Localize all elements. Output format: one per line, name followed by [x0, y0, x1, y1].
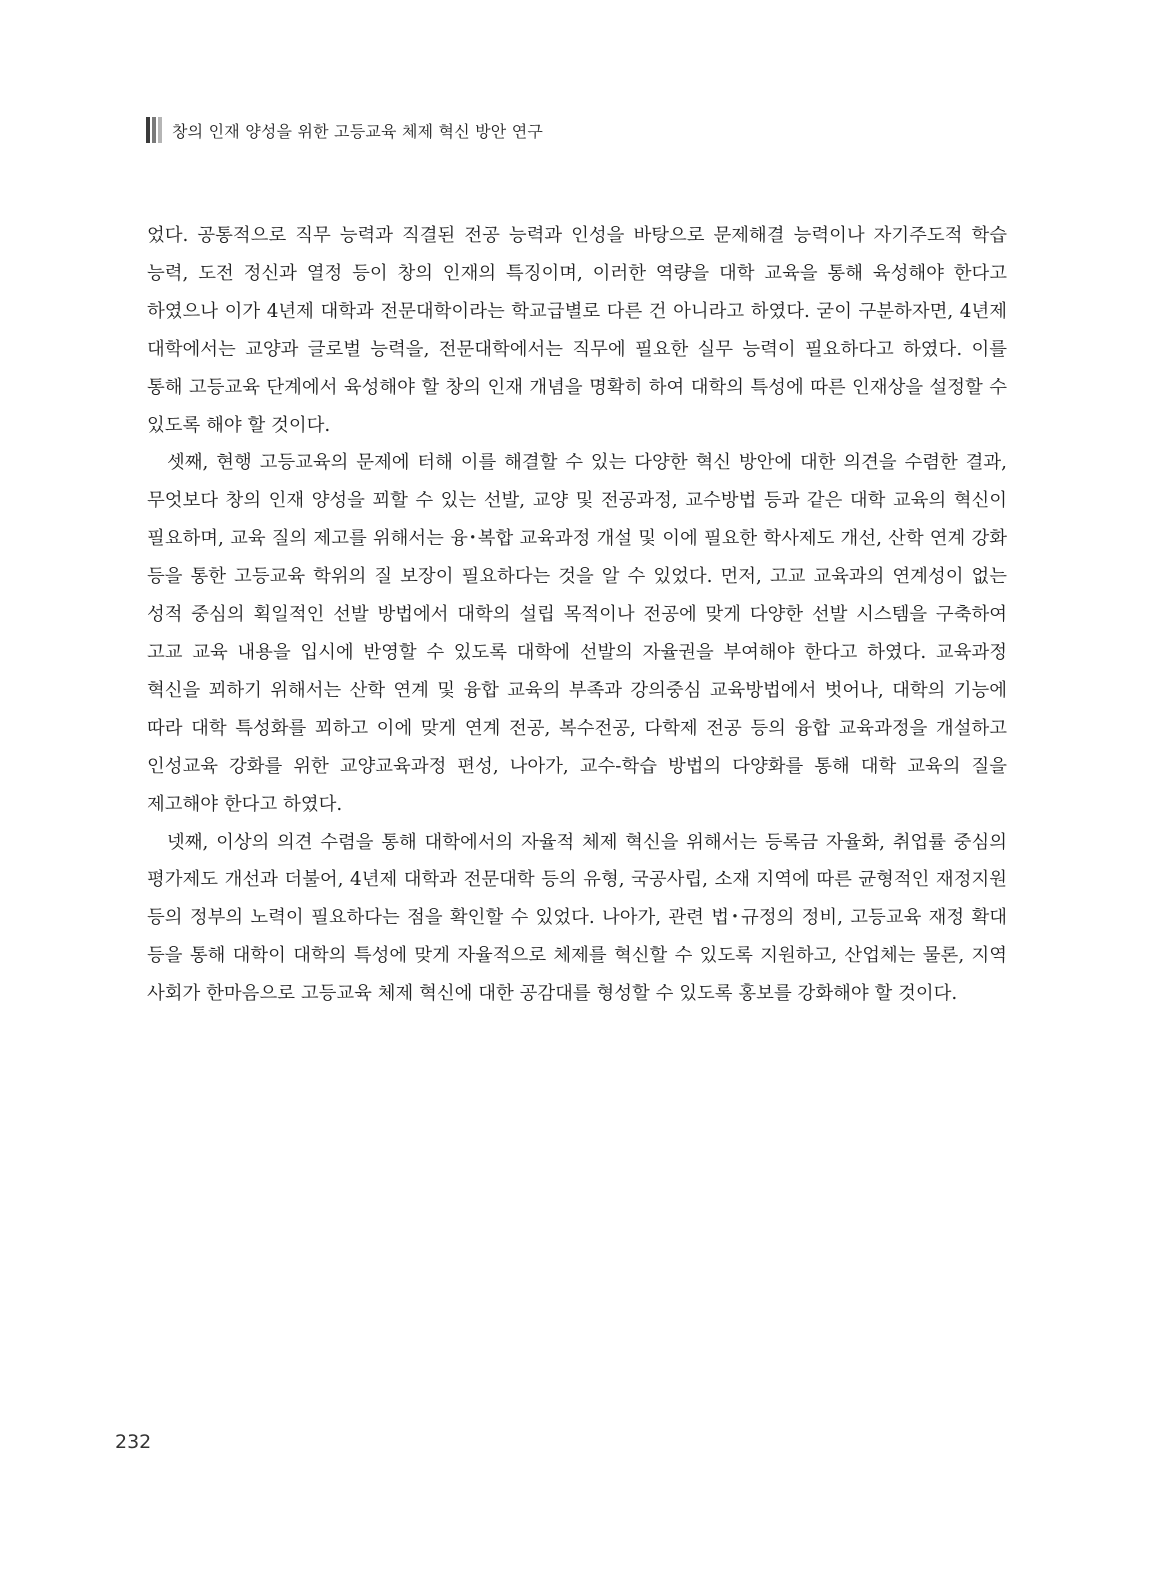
body-text: [147, 217, 1007, 1013]
header-bar-ornament: [146, 117, 162, 143]
running-header: [146, 116, 543, 144]
paragraph-continued: 었다. 공통적으로 직무 능력과 직결된 전공 능력과 인성을 바탕으로 문제해결 능력이나 자기주도적 학습 능력, 도전 정신과 열정 등이 창의 인재의 특징이며, 이러한 역량을 대학 교육을 통해 육성해야 한다고 하였으나 이가 4년제 대학과 전문대학이라는 학교급별로 다른 건 아니라고 하였다. 굳이 구분하자면, 4년제 대학에서는 교양과 글로벌 능력을, 전문대학에서는 직무에 필요한 실무 능력이 필요하다고 하였다. 이를 통해 고등교육 단계에서 육성해야 할 창의 인재 개념을 명확히 하여 대학의 특성에 따른 인재상을 설정할 수 있도록 해야 할 것이다.: [147, 225, 1007, 436]
header-title: 창의 인재 양성을 위한 고등교육 체제 혁신 방안 연구: [172, 121, 544, 141]
paragraph-third-finding: 셋째, 현행 고등교육의 문제에 터해 이를 해결할 수 있는 다양한 혁신 방안에 대한 의견을 수렴한 결과, 무엇보다 창의 인재 양성을 꾀할 수 있는 선발, 교양 및 전공과정, 교수방법 등과 같은 대학 교육의 혁신이 필요하며, 교육 질의 제고를 위해서는 융･복합 교육과정 개설 및 이에 필요한 학사제도 개선, 산학 연계 강화 등을 통한 고등교육 학위의 질 보장이 필요하다는 것을 알 수 있었다. 먼저, 고교 교육과의 연계성이 없는 성적 중심의 획일적인 선발 방법에서 대학의 설립 목적이나 전공에 맞게 다양한 선발 시스템을 구축하여 고교 교육 내용을 입시에 반영할 수 있도록 대학에 선발의 자율권을 부여해야 한다고 하였다. 교육과정 혁신을 꾀하기 위해서는 산학 연계 및 융합 교육의 부족과 강의중심 교육방법에서 벗어나, 대학의 기능에 따라 대학 특성화를 꾀하고 이에 맞게 연계 전공, 복수전공, 다학제 전공 등의 융합 교육과정을 개설하고 인성교육 강화를 위한 교양교육과정 편성, 나아가, 교수-학습 방법의 다양화를 통해 대학 교육의 질을 제고해야 한다고 하였다.: [147, 452, 1007, 815]
page-number: 232: [115, 1431, 152, 1453]
paragraph-fourth-finding: 넷째, 이상의 의견 수렴을 통해 대학에서의 자율적 체제 혁신을 위해서는 등록금 자율화, 취업률 중심의 평가제도 개선과 더불어, 4년제 대학과 전문대학 등의 유형, 국공사립, 소재 지역에 따른 균형적인 재정지원 등의 정부의 노력이 필요하다는 점을 확인할 수 있었다. 나아가, 관련 법･규정의 정비, 고등교육 재정 확대 등을 통해 대학이 대학의 특성에 맞게 자율적으로 체제를 혁신할 수 있도록 지원하고, 산업체는 물론, 지역 사회가 한마음으로 고등교육 체제 혁신에 대한 공감대를 형성할 수 있도록 홍보를 강화해야 할 것이다.: [147, 831, 1007, 1005]
